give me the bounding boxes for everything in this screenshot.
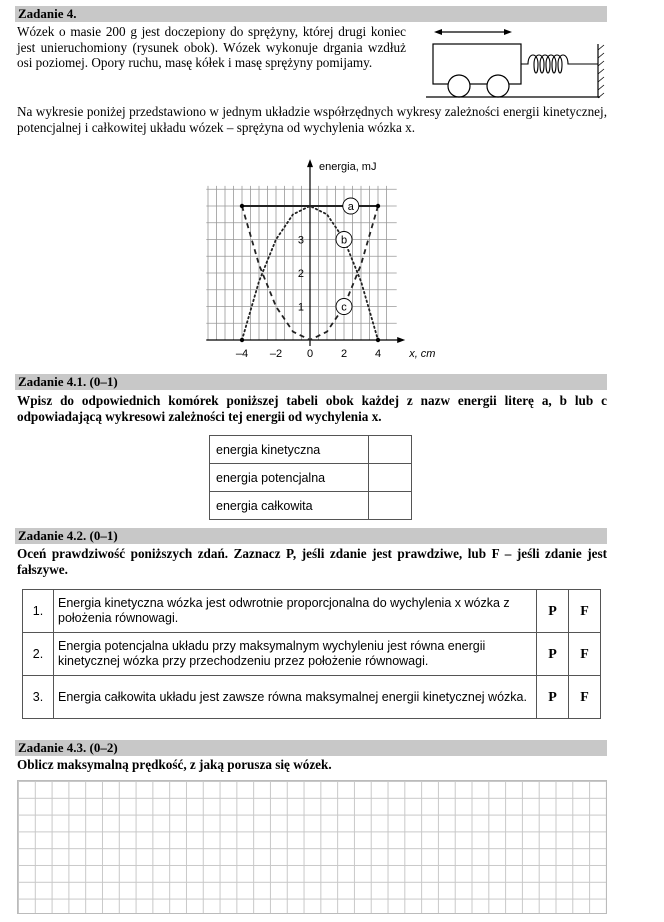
statement-text: Energia kinetyczna wózka jest odwrotnie proporcjonalna do wychylenia x wózka z położenia równowagi.: [54, 590, 537, 633]
task4-header: Zadanie 4.: [15, 6, 607, 22]
true-option[interactable]: P: [537, 676, 569, 719]
series-point: [376, 204, 380, 208]
energy-name: energia potencjalna: [210, 464, 369, 492]
y-tick-label: 2: [297, 268, 304, 280]
table-row: [23, 590, 601, 633]
x-axis-label: x, cm: [409, 348, 436, 360]
x-tick-label: –4: [235, 348, 249, 360]
statement-text: Energia potencjalna układu przy maksymalnym wychyleniu jest równa energii kinetycznej wózka przy przechodzeniu przez położenie równowagi.: [54, 633, 537, 676]
statement-text: Energia całkowita układu jest zawsze równa maksymalnej energii kinetycznej wózka.: [54, 676, 537, 719]
energy-name: energia całkowita: [210, 492, 369, 520]
task42-header: Zadanie 4.2. (0–1): [15, 528, 607, 544]
table-row: [210, 464, 412, 492]
false-option[interactable]: F: [569, 676, 601, 719]
false-option[interactable]: F: [569, 633, 601, 676]
true-false-table: [22, 589, 601, 719]
x-tick-label: 4: [374, 348, 382, 360]
task42-instruction: Oceń prawdziwość poniższych zdań. Zaznacz P, jeśli zdanie jest prawdziwe, lub F – jeśli zdanie jest fałszywe.: [17, 546, 607, 577]
statement-number: 3.: [23, 676, 54, 719]
series-point: [240, 204, 244, 208]
x-tick-label: 2: [340, 348, 348, 360]
cart-spring-figure: [424, 24, 608, 102]
answer-grid[interactable]: [17, 780, 607, 914]
answer-cell[interactable]: [369, 464, 412, 492]
y-tick-label: 1: [297, 301, 304, 314]
table-row: [210, 436, 412, 464]
table-row: [23, 633, 601, 676]
x-tick-label: 0: [306, 348, 314, 360]
answer-cell[interactable]: [369, 436, 412, 464]
y-tick-label: 3: [297, 234, 304, 247]
energy-name: energia kinetyczna: [210, 436, 369, 464]
energy-table: [209, 435, 412, 520]
task4-intro: Wózek o masie 200 g jest doczepiony do sprężyny, której drugi koniec jest unieruchomiony (rysunek obok). Wózek wykonuje drgania wzdłuż osi poziomej. Opory ruchu, masę kółek i masę sprężyny pomijamy.: [17, 24, 406, 70]
energy-chart: [190, 140, 450, 372]
x-tick-label: –2: [269, 348, 283, 360]
task43-header: Zadanie 4.3. (0–2): [15, 740, 607, 756]
series-label-a: a: [347, 201, 354, 213]
y-axis-arrow: [307, 159, 313, 167]
series-label-b: b: [340, 234, 348, 247]
task41-instruction: Wpisz do odpowiednich komórek poniższej tabeli obok każdej z nazw energii literę a, b lub c odpowiadającą wykresowi zależności tej energii od wychylenia x.: [17, 393, 607, 424]
statement-number: 1.: [23, 590, 54, 633]
x-axis-arrow: [397, 337, 405, 343]
task41-header: Zadanie 4.1. (0–1): [15, 374, 607, 390]
answer-cell[interactable]: [369, 492, 412, 520]
series-point: [240, 338, 244, 342]
task43-instruction: Oblicz maksymalną prędkość, z jaką porusza się wózek.: [17, 757, 332, 772]
statement-number: 2.: [23, 633, 54, 676]
chart-intro: Na wykresie poniżej przedstawiono w jednym układzie współrzędnych wykresy zależności energii kinetycznej, potencjalnej i całkowitej układu wózek – sprężyna od wychylenia wózka x.: [17, 104, 607, 135]
table-row: [210, 492, 412, 520]
false-option[interactable]: F: [569, 590, 601, 633]
true-option[interactable]: P: [537, 633, 569, 676]
table-row: [23, 676, 601, 719]
series-label-c: c: [341, 301, 347, 314]
chart-grid: [206, 186, 396, 340]
series-point: [376, 338, 380, 342]
y-axis-label: energia, mJ: [319, 160, 377, 173]
true-option[interactable]: P: [537, 590, 569, 633]
